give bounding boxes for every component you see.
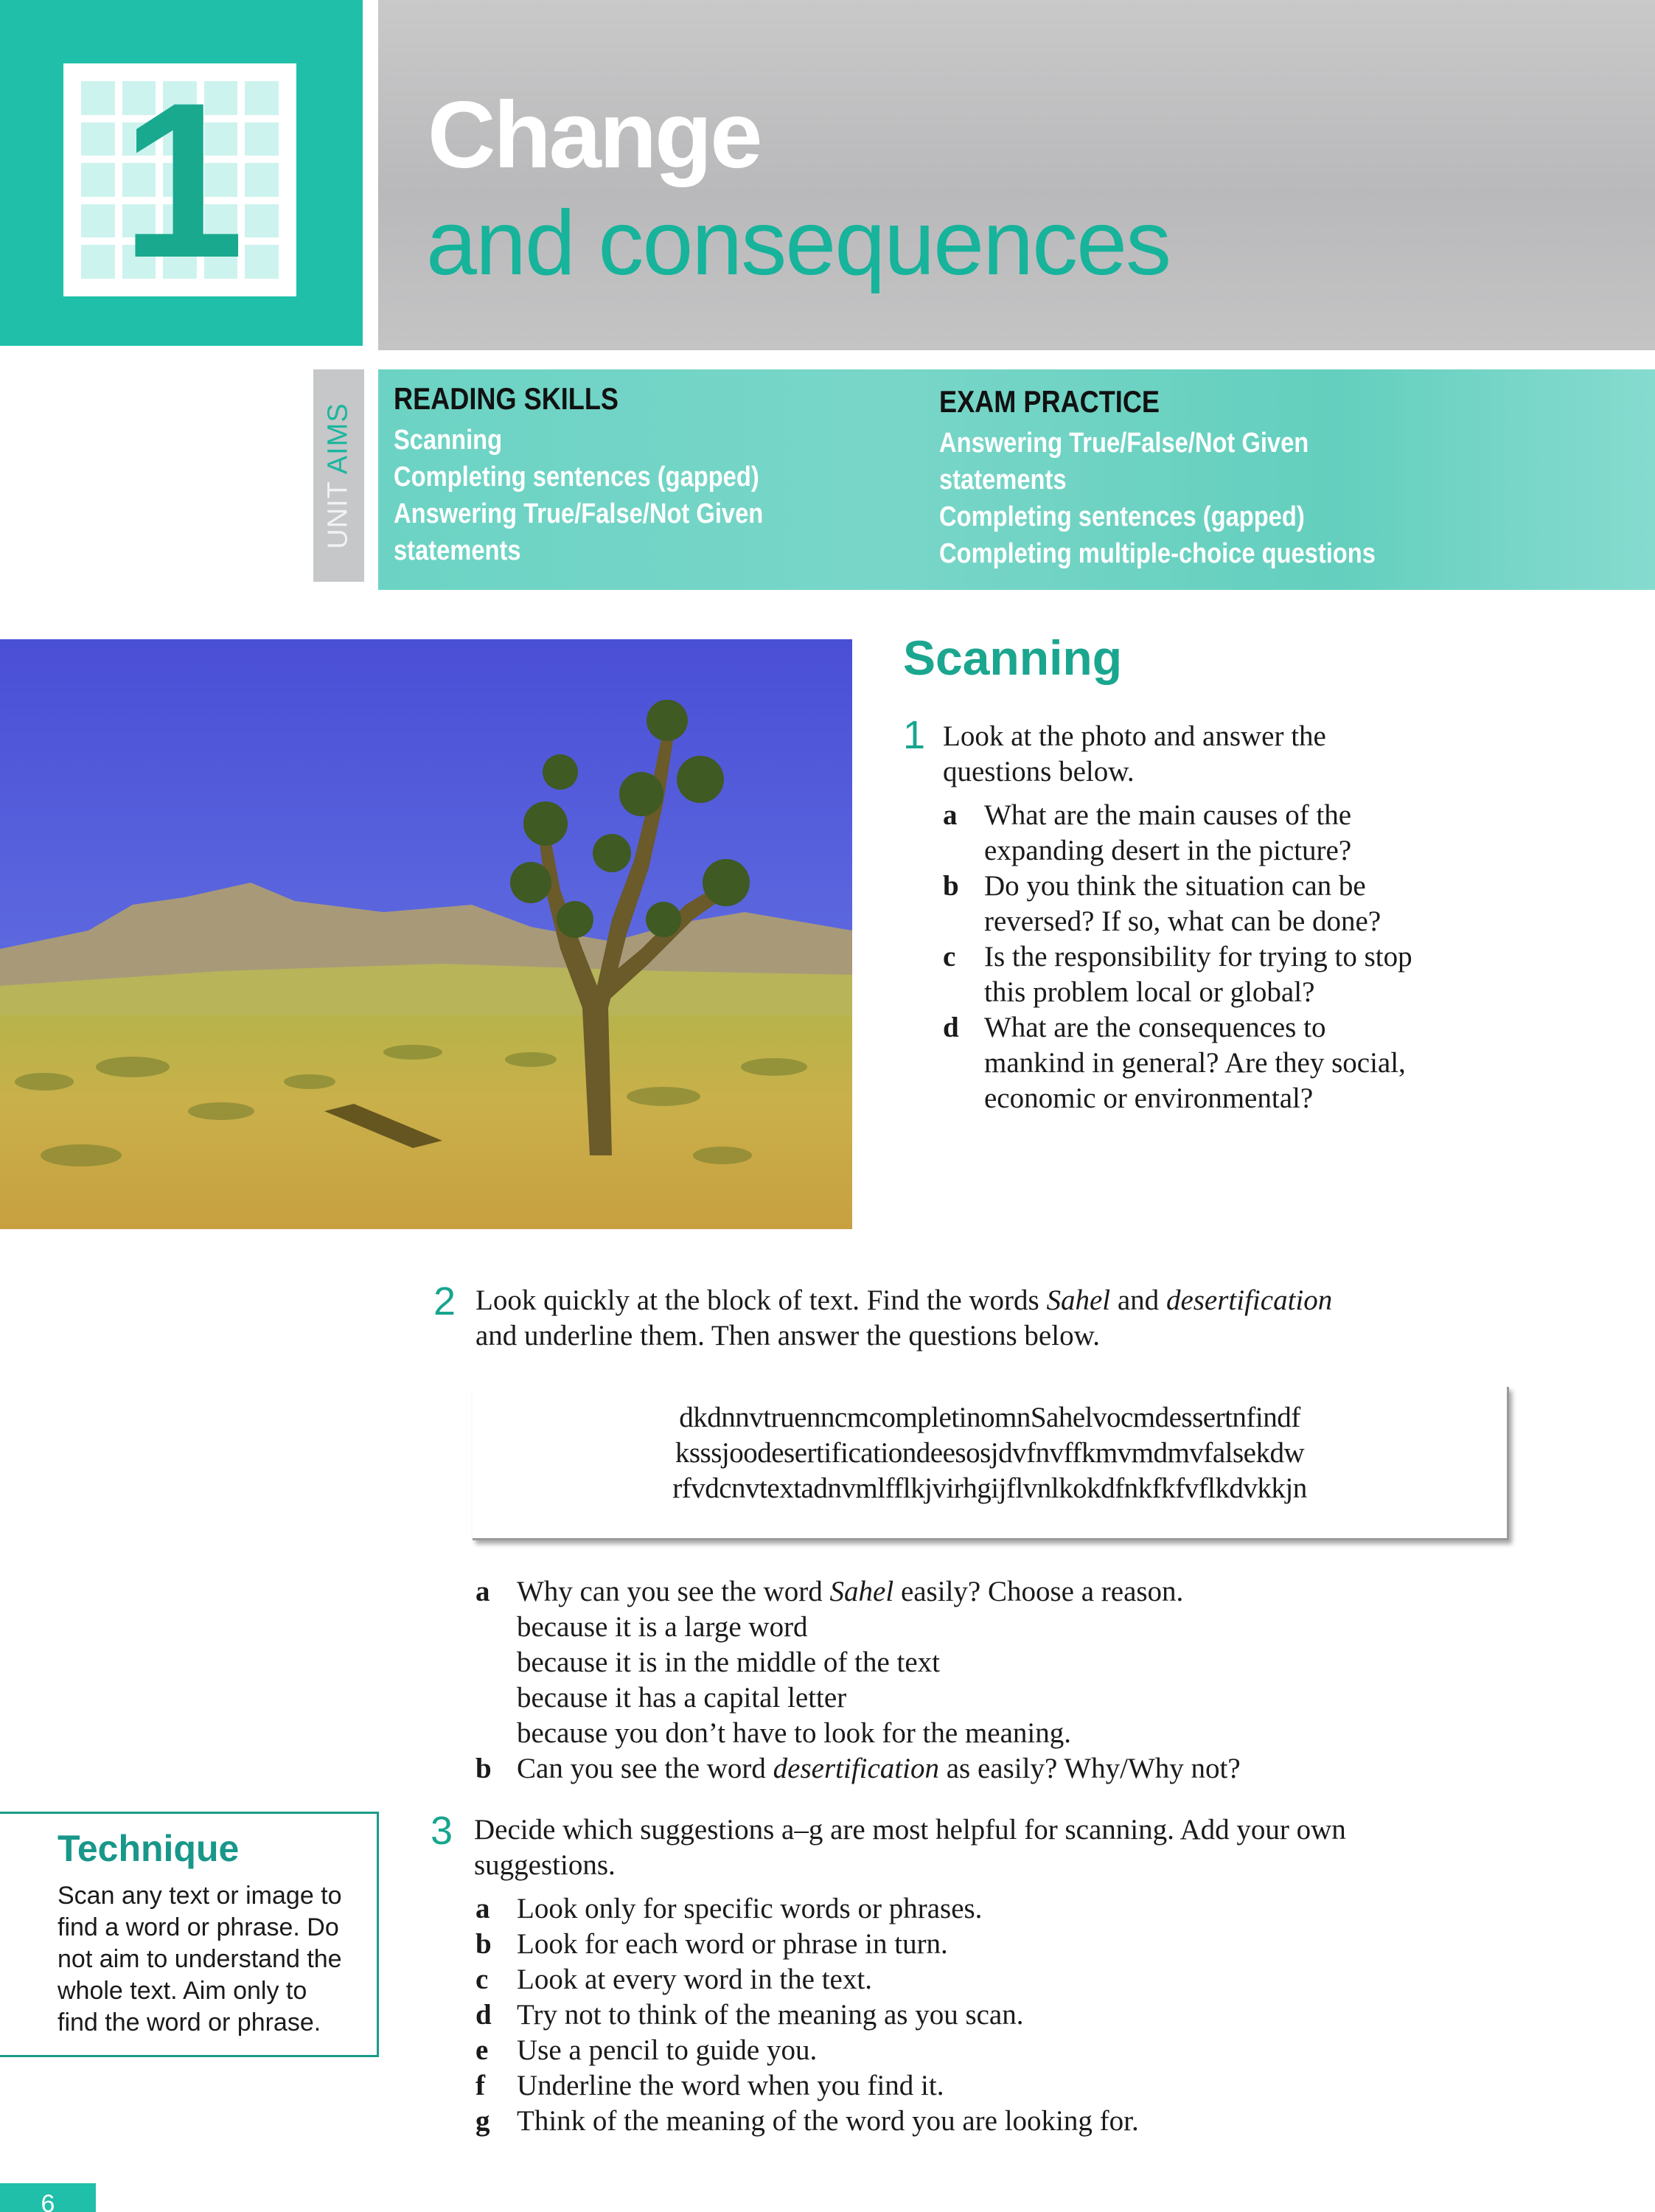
desert-photo [0, 639, 852, 1229]
technique-body [58, 1880, 367, 2039]
answer-option[interactable]: because it is a large word [517, 1611, 808, 1643]
unit-aims-label-unit: UNIT [323, 481, 354, 549]
question-line [517, 1751, 1241, 1787]
suggestion-item[interactable] [475, 2033, 1508, 2068]
exam-practice-column [939, 383, 1376, 572]
suggestion-text: Look at every word in the text. [517, 1964, 872, 1995]
scan-text-line: ksssjoodesertificationdeesosjdvfnvffkmvmdmvfalsekdw [675, 1437, 1305, 1469]
suggestion-item[interactable] [475, 1997, 1508, 2033]
suggestion-text: Try not to think of the meaning as you scan. [517, 1999, 1024, 2031]
suggestion-item[interactable] [475, 1962, 1508, 1997]
instruction-line: questions below. [943, 756, 1135, 787]
exam-practice-heading: EXAM PRACTICE [939, 384, 1160, 419]
instruction-text: and [1110, 1284, 1166, 1316]
question-letter: a [475, 1576, 490, 1607]
technique-line: find the word or phrase. [58, 2008, 321, 2037]
question-letter: b [475, 1753, 492, 1784]
technique-line: Scan any text or image to [58, 1882, 342, 1910]
question-line: reversed? If so, what can be done? [984, 905, 1382, 937]
question-line: Do you think the situation can be [984, 870, 1366, 902]
instruction-line: and underline them. Then answer the questions below. [475, 1320, 1100, 1352]
scan-text-line: rfvdcnvtextadnvmlfflkjvirhgijflvnlkokdfnkfkfvflkdvkkjn [672, 1472, 1307, 1504]
unit-aims-label [313, 369, 364, 582]
scan-text-lines [473, 1400, 1507, 1506]
question-text: Why can you see the word [517, 1576, 830, 1607]
exam-practice-item: Answering True/False/Not Given [939, 428, 1309, 459]
reading-skill-item: Completing sentences (gapped) [394, 462, 759, 493]
scan-text-line: dkdnnvtruenncmcompletinomnSahelvocmdessertnfindf [679, 1402, 1300, 1433]
question-text: as easily? Why/Why not? [938, 1753, 1241, 1784]
instruction-line: Look at the photo and answer the [943, 720, 1326, 752]
exercise-2-instruction [475, 1283, 1508, 1354]
suggestion-text: Look for each word or phrase in turn. [517, 1928, 948, 1960]
reading-skill-item: statements [394, 535, 521, 566]
suggestion-text: Think of the meaning of the word you are looking for. [517, 2105, 1139, 2137]
suggestion-item[interactable] [475, 1927, 1508, 1962]
exercise-1-instruction [943, 719, 1326, 790]
desert-joshua-tree-image [0, 639, 852, 1229]
question-letter: c [943, 941, 956, 973]
suggestion-item[interactable] [475, 2104, 1508, 2139]
unit-number: 1 [121, 56, 239, 304]
unit-aims-label-aims: AIMS [323, 402, 354, 474]
technique-line: find a word or phrase. Do [58, 1913, 339, 1941]
unit-title-sub: and consequences [426, 192, 1171, 294]
question-line: this problem local or global? [984, 976, 1315, 1008]
keyword-sahel: Sahel [829, 1576, 894, 1607]
exam-practice-item: Completing sentences (gapped) [939, 501, 1305, 532]
exercise-number: 2 [433, 1279, 456, 1324]
instruction-text: Look quickly at the block of text. Find the words [475, 1284, 1047, 1316]
instruction-line: Decide which suggestions a–g are most helpful for scanning. Add your own [474, 1814, 1346, 1846]
exercise-3-instruction [474, 1812, 1506, 1883]
question-letter: b [943, 870, 959, 902]
instruction-line [475, 1283, 1508, 1318]
instruction-line: suggestions. [474, 1849, 616, 1881]
exam-practice-item: statements [939, 465, 1067, 495]
technique-line: whole text. Aim only to [58, 1977, 307, 2005]
question-line: mankind in general? Are they social, [984, 1047, 1406, 1079]
reading-skill-item: Answering True/False/Not Given [394, 498, 764, 529]
question-line: Is the responsibility for trying to stop [984, 941, 1412, 973]
suggestion-letter: e [475, 2034, 489, 2066]
reading-skills-column [394, 380, 763, 569]
answer-option[interactable]: because it is in the middle of the text [517, 1646, 941, 1678]
keyword-desertification: desertification [773, 1753, 939, 1784]
suggestion-letter: c [475, 1964, 489, 1995]
section-heading: Scanning [903, 630, 1123, 685]
reading-skill-item: Scanning [394, 425, 503, 456]
question-text: Can you see the word [517, 1753, 773, 1784]
unit-title-main: Change [428, 83, 761, 188]
question-text: easily? Choose a reason. [893, 1576, 1184, 1607]
question-letter: d [943, 1012, 959, 1043]
question-line [517, 1574, 1183, 1610]
keyword-desertification: desertification [1166, 1284, 1333, 1316]
question-line: economic or environmental? [984, 1082, 1314, 1114]
keyword-sahel: Sahel [1046, 1284, 1111, 1316]
answer-option[interactable]: because it has a capital letter [517, 1682, 847, 1714]
page-number: 6 [41, 2190, 55, 2212]
technique-title: Technique [58, 1828, 240, 1869]
suggestion-text: Underline the word when you find it. [517, 2070, 944, 2101]
suggestion-item[interactable] [475, 1891, 1508, 1927]
question-line: What are the main causes of the [984, 799, 1352, 831]
exercise-number: 3 [431, 1809, 453, 1853]
answer-option[interactable]: because you don’t have to look for the meaning. [517, 1717, 1071, 1749]
suggestion-text: Look only for specific words or phrases. [517, 1893, 983, 1924]
suggestion-letter: a [475, 1893, 490, 1924]
exercise-number: 1 [903, 713, 926, 757]
suggestion-text: Use a pencil to guide you. [517, 2034, 818, 2066]
technique-line: not aim to understand the [58, 1945, 342, 1973]
suggestion-letter: d [475, 1999, 492, 2031]
suggestion-list [475, 1891, 1508, 2139]
suggestion-item[interactable] [475, 2068, 1508, 2104]
question-letter: a [943, 799, 958, 831]
reading-skills-heading: READING SKILLS [394, 381, 619, 416]
exam-practice-item: Completing multiple-choice questions [939, 538, 1376, 569]
suggestion-letter: g [475, 2105, 490, 2137]
question-line: What are the consequences to [984, 1012, 1326, 1043]
question-line: expanding desert in the picture? [984, 835, 1352, 866]
suggestion-letter: b [475, 1928, 492, 1960]
suggestion-letter: f [475, 2070, 485, 2101]
